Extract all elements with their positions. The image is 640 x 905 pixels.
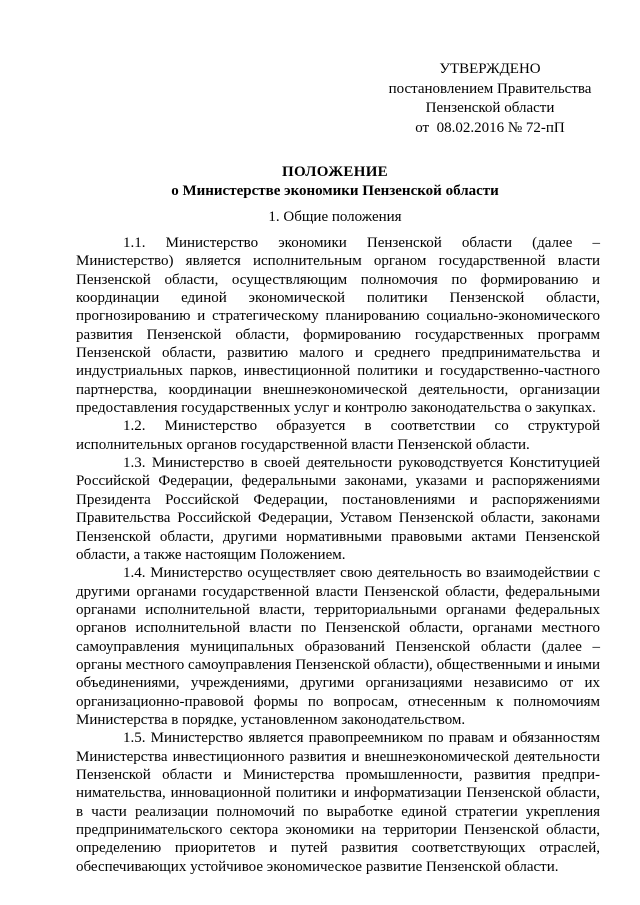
document-body — [76, 234, 600, 876]
paragraph-1-4: 1.4. Министерство осуществляет свою деятельность во взаимодействии с другими органами государственной власти Пензенской области, федеральными органами исполнительной власти, территориальными органами федеральных органов исполнительной власти по Пензенской области, органами местного самоуправления муниципальных образований Пензенской области (далее – органы местного самоуправления Пензенской области), общественными и иными объединениями, учреждениями, другими организациями независимо от их организационно-правовой формы по вопросам, отнесенным к полномочиям Министерства в порядке, установленном законодательством. — [76, 565, 600, 728]
approval-line-date-number: от 08.02.2016 № 72-пП — [415, 119, 565, 136]
paragraph-1-1: 1.1. Министерство экономики Пензенской области (далее – Министерство) является исполнительным органом государственной власти Пензенской области, осуществляющим полномочия по формированию и координации единой экономической политики Пензенской области, прогнозированию и стратегическому планированию социально-экономического развития Пензенской области, формированию государственных программ Пензенской области, развитию малого и среднего предпринимательства и индустриальных парков, инвестиционной политики и государственно-частного партнерства, координации внешнеэкономической деятельности, организации предоставления государственных услуг и контролю законодательства о закупках. — [76, 235, 600, 417]
approval-line-resolution: постановлением Правительства — [388, 80, 592, 97]
document-subtitle: о Министерстве экономики Пензенской области — [171, 183, 499, 199]
paragraph-1-3: 1.3. Министерство в своей деятельности руководствуется Конституцией Российской Федерации, федеральными законами, указами и распоряжениями Президента Российской Федерации, постановлениями и распоряжениями Правительства Российской Федерации, Уставом Пензенской области, законами Пензенской области, другими нормативными правовыми актами Пензенской области, а также настоящим Положением. — [76, 455, 600, 563]
paragraph-1-2: 1.2. Министерство образуется в соответствии со структурой исполнительных органов государственной власти Пензенской области. — [76, 418, 600, 453]
section-heading: 1. Общие положения — [268, 209, 402, 225]
approval-line-approved: УТВЕРЖДЕНО — [439, 61, 541, 77]
paragraph-1-5: 1.5. Министерство является правопреемником по правам и обязанностям Министерства инвестиционного развития и внешнеэкономической деятельности Пензенской области и Министерства промышленности, развития предпри-нимательства, инновационной политики и информатизации Пензенской области, в части реализации полномочий по выработке единой стратегии укрепления предпринимательского сектора экономики на территории Пензенской области, определению приоритетов и путей развития соответствующих отраслей, обеспечивающих устойчивое экономическое развитие Пензенской области. — [76, 730, 600, 875]
document-title: ПОЛОЖЕНИЕ — [282, 164, 388, 180]
approval-stamp — [370, 60, 610, 138]
approval-line-region: Пензенской области — [425, 100, 555, 116]
